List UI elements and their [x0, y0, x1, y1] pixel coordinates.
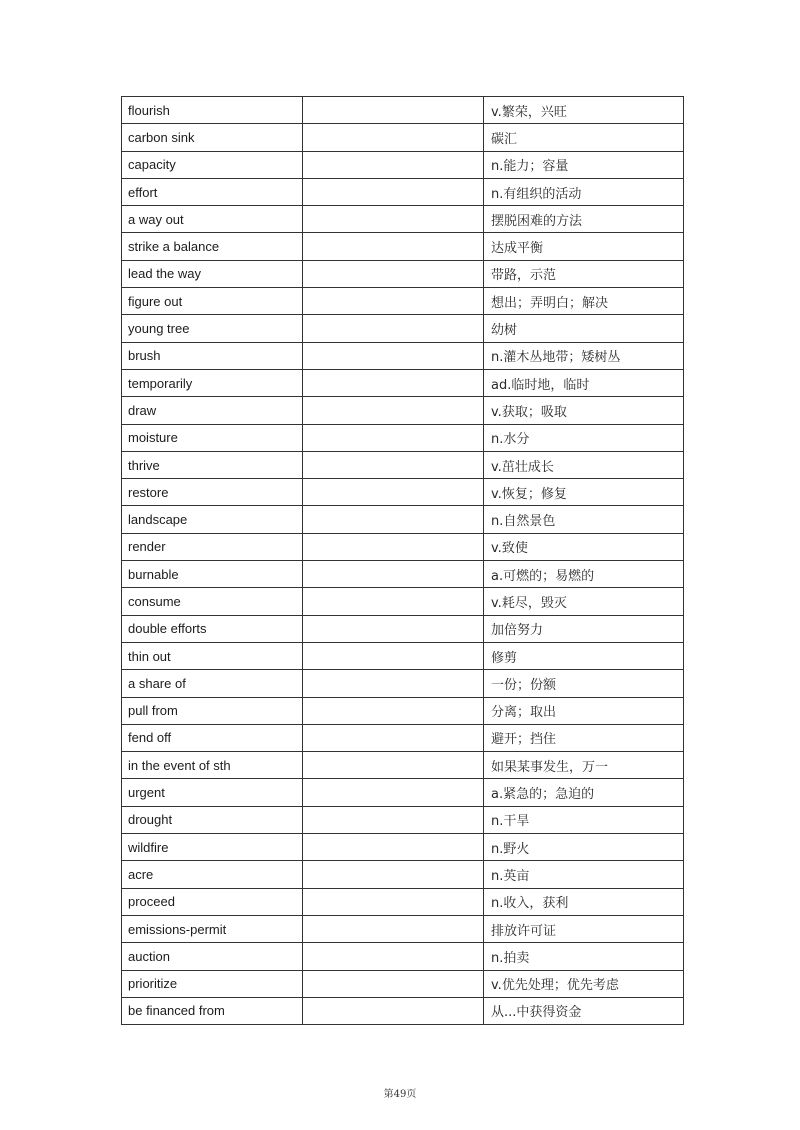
table-row: [122, 151, 684, 178]
blank-cell: [303, 533, 484, 560]
table-row: [122, 915, 684, 942]
english-term-cell: carbon sink: [122, 124, 303, 151]
vocabulary-table-body: [122, 97, 684, 1025]
english-term-cell: wildfire: [122, 834, 303, 861]
english-term-cell: double efforts: [122, 615, 303, 642]
table-row: [122, 178, 684, 205]
blank-cell: [303, 752, 484, 779]
blank-cell: [303, 233, 484, 260]
english-term-cell: a way out: [122, 206, 303, 233]
english-term-cell: in the event of sth: [122, 752, 303, 779]
english-term-cell: fend off: [122, 724, 303, 751]
blank-cell: [303, 861, 484, 888]
chinese-meaning-cell: 加倍努力: [484, 615, 684, 642]
english-term-cell: effort: [122, 178, 303, 205]
chinese-meaning-cell: v.茁壮成长: [484, 451, 684, 478]
table-row: [122, 424, 684, 451]
chinese-meaning-cell: ad.临时地，临时: [484, 369, 684, 396]
blank-cell: [303, 151, 484, 178]
table-row: [122, 97, 684, 124]
english-term-cell: consume: [122, 588, 303, 615]
table-row: [122, 288, 684, 315]
blank-cell: [303, 451, 484, 478]
blank-cell: [303, 206, 484, 233]
english-term-cell: pull from: [122, 697, 303, 724]
english-term-cell: capacity: [122, 151, 303, 178]
chinese-meaning-cell: a.紧急的；急迫的: [484, 779, 684, 806]
table-row: [122, 479, 684, 506]
chinese-meaning-cell: n.英亩: [484, 861, 684, 888]
blank-cell: [303, 288, 484, 315]
chinese-meaning-cell: n.干旱: [484, 806, 684, 833]
english-term-cell: prioritize: [122, 970, 303, 997]
blank-cell: [303, 506, 484, 533]
chinese-meaning-cell: n.野火: [484, 834, 684, 861]
chinese-meaning-cell: v.致使: [484, 533, 684, 560]
blank-cell: [303, 915, 484, 942]
chinese-meaning-cell: 如果某事发生，万一: [484, 752, 684, 779]
table-row: [122, 533, 684, 560]
vocabulary-table: [121, 96, 684, 1025]
chinese-meaning-cell: 达成平衡: [484, 233, 684, 260]
english-term-cell: young tree: [122, 315, 303, 342]
chinese-meaning-cell: 分离；取出: [484, 697, 684, 724]
english-term-cell: thin out: [122, 642, 303, 669]
chinese-meaning-cell: 碳汇: [484, 124, 684, 151]
english-term-cell: emissions-permit: [122, 915, 303, 942]
chinese-meaning-cell: 避开；挡住: [484, 724, 684, 751]
english-term-cell: moisture: [122, 424, 303, 451]
english-term-cell: temporarily: [122, 369, 303, 396]
blank-cell: [303, 615, 484, 642]
english-term-cell: brush: [122, 342, 303, 369]
table-row: [122, 561, 684, 588]
page-number: 第49页: [383, 1089, 417, 1100]
table-row: [122, 861, 684, 888]
blank-cell: [303, 642, 484, 669]
english-term-cell: auction: [122, 943, 303, 970]
chinese-meaning-cell: a.可燃的；易燃的: [484, 561, 684, 588]
chinese-meaning-cell: 带路，示范: [484, 260, 684, 287]
chinese-meaning-cell: 摆脱困难的方法: [484, 206, 684, 233]
table-row: [122, 615, 684, 642]
chinese-meaning-cell: n.水分: [484, 424, 684, 451]
chinese-meaning-cell: n.拍卖: [484, 943, 684, 970]
blank-cell: [303, 697, 484, 724]
table-row: [122, 970, 684, 997]
table-row: [122, 779, 684, 806]
chinese-meaning-cell: 排放许可证: [484, 915, 684, 942]
table-row: [122, 670, 684, 697]
blank-cell: [303, 97, 484, 124]
table-row: [122, 506, 684, 533]
english-term-cell: be financed from: [122, 997, 303, 1024]
blank-cell: [303, 561, 484, 588]
blank-cell: [303, 178, 484, 205]
chinese-meaning-cell: v.繁荣，兴旺: [484, 97, 684, 124]
blank-cell: [303, 479, 484, 506]
table-row: [122, 588, 684, 615]
table-row: [122, 943, 684, 970]
blank-cell: [303, 779, 484, 806]
table-row: [122, 233, 684, 260]
blank-cell: [303, 124, 484, 151]
chinese-meaning-cell: n.收入，获利: [484, 888, 684, 915]
table-row: [122, 451, 684, 478]
blank-cell: [303, 342, 484, 369]
chinese-meaning-cell: 幼树: [484, 315, 684, 342]
table-row: [122, 888, 684, 915]
blank-cell: [303, 806, 484, 833]
table-row: [122, 342, 684, 369]
english-term-cell: burnable: [122, 561, 303, 588]
chinese-meaning-cell: v.获取；吸取: [484, 397, 684, 424]
blank-cell: [303, 997, 484, 1024]
table-row: [122, 369, 684, 396]
table-row: [122, 724, 684, 751]
table-row: [122, 642, 684, 669]
english-term-cell: drought: [122, 806, 303, 833]
english-term-cell: figure out: [122, 288, 303, 315]
chinese-meaning-cell: v.耗尽，毁灭: [484, 588, 684, 615]
blank-cell: [303, 397, 484, 424]
english-term-cell: flourish: [122, 97, 303, 124]
chinese-meaning-cell: n.能力；容量: [484, 151, 684, 178]
blank-cell: [303, 424, 484, 451]
english-term-cell: a share of: [122, 670, 303, 697]
english-term-cell: thrive: [122, 451, 303, 478]
chinese-meaning-cell: n.有组织的活动: [484, 178, 684, 205]
english-term-cell: acre: [122, 861, 303, 888]
english-term-cell: proceed: [122, 888, 303, 915]
chinese-meaning-cell: n.灌木丛地带；矮树丛: [484, 342, 684, 369]
table-row: [122, 806, 684, 833]
table-row: [122, 124, 684, 151]
blank-cell: [303, 588, 484, 615]
blank-cell: [303, 369, 484, 396]
table-row: [122, 397, 684, 424]
table-row: [122, 997, 684, 1024]
table-row: [122, 206, 684, 233]
chinese-meaning-cell: v.优先处理；优先考虑: [484, 970, 684, 997]
blank-cell: [303, 834, 484, 861]
blank-cell: [303, 315, 484, 342]
table-row: [122, 260, 684, 287]
blank-cell: [303, 724, 484, 751]
chinese-meaning-cell: v.恢复；修复: [484, 479, 684, 506]
english-term-cell: restore: [122, 479, 303, 506]
english-term-cell: strike a balance: [122, 233, 303, 260]
english-term-cell: lead the way: [122, 260, 303, 287]
blank-cell: [303, 888, 484, 915]
chinese-meaning-cell: n.自然景色: [484, 506, 684, 533]
english-term-cell: urgent: [122, 779, 303, 806]
english-term-cell: render: [122, 533, 303, 560]
table-row: [122, 752, 684, 779]
blank-cell: [303, 670, 484, 697]
chinese-meaning-cell: 从...中获得资金: [484, 997, 684, 1024]
table-row: [122, 834, 684, 861]
chinese-meaning-cell: 修剪: [484, 642, 684, 669]
blank-cell: [303, 260, 484, 287]
chinese-meaning-cell: 想出；弄明白；解决: [484, 288, 684, 315]
english-term-cell: draw: [122, 397, 303, 424]
table-row: [122, 697, 684, 724]
blank-cell: [303, 943, 484, 970]
chinese-meaning-cell: 一份；份额: [484, 670, 684, 697]
english-term-cell: landscape: [122, 506, 303, 533]
table-row: [122, 315, 684, 342]
blank-cell: [303, 970, 484, 997]
